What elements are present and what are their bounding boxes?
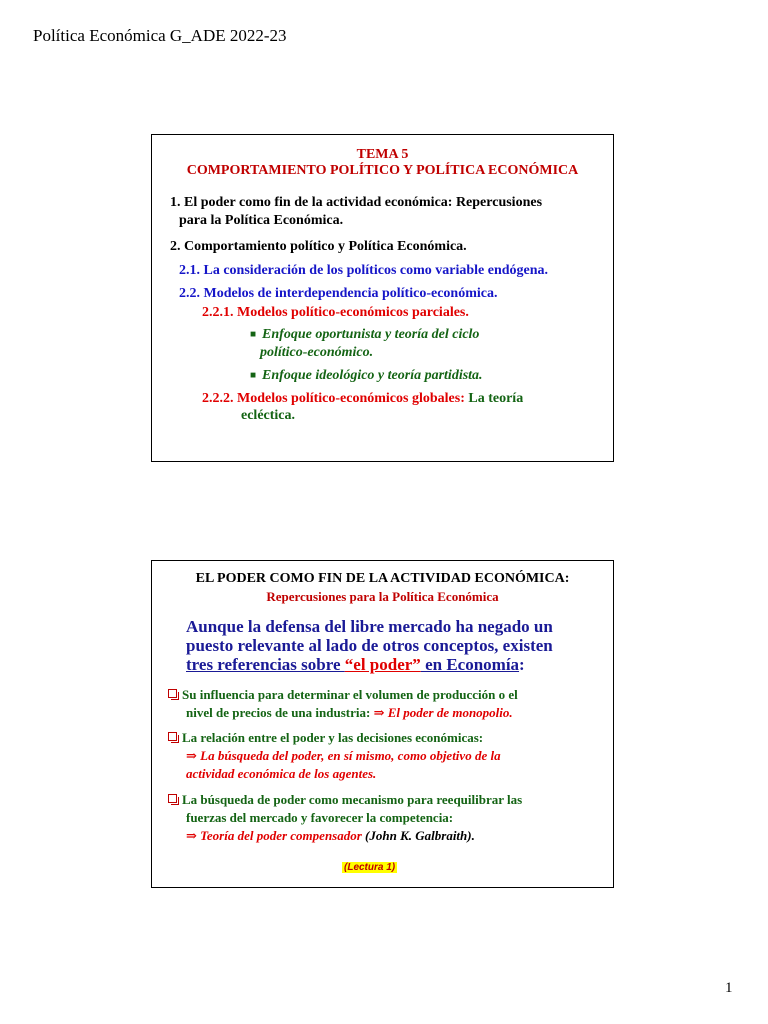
point-3-line1: La búsqueda de poder como mecanismo para reequilibrar las <box>168 792 522 808</box>
slide-subtitle: Repercusiones para la Política Económica <box>266 589 499 604</box>
checkbox-bullet-icon <box>168 732 177 741</box>
outline-item-2-2-2-line2: ecléctica. <box>241 408 296 423</box>
slide-title: COMPORTAMIENTO POLÍTICO Y POLÍTICA ECONÓMICA <box>186 163 579 178</box>
square-bullet-icon: ■ <box>250 329 257 340</box>
point-1-line1: Su influencia para determinar el volumen de producción o el <box>168 687 518 703</box>
intro-line-2: puesto relevante al lado de otros conceptos, existen <box>186 636 553 655</box>
intro-line-1: Aunque la defensa del libre mercado ha negado un <box>186 617 553 636</box>
point-2-line1: La relación entre el poder y las decisiones económicas: <box>168 730 483 746</box>
outline-item-1-line2: para la Política Económica. <box>179 213 344 228</box>
outline-bullet-1-line2: político-económico. <box>260 345 374 360</box>
checkbox-bullet-icon <box>168 794 177 803</box>
lectura-reference: (Lectura 1) <box>344 862 396 873</box>
checkbox-bullet-icon <box>168 689 177 698</box>
square-bullet-icon: ■ <box>250 370 257 381</box>
slide-tema-label: TEMA 5 <box>356 147 409 162</box>
outline-bullet-1-line1: ■ Enfoque oportunista y teoría del ciclo <box>250 327 480 342</box>
page-number: 1 <box>725 980 733 996</box>
outline-item-1-line1: 1. El poder como fin de la actividad económica: Repercusiones <box>170 195 543 210</box>
outline-item-2-1: 2.1. La consideración de los políticos como variable endógena. <box>179 263 549 278</box>
point-1-line2: nivel de precios de una industria: ⇒ El poder de monopolio. <box>186 705 513 720</box>
slide-el-poder <box>151 560 614 888</box>
point-2-line2: ⇒ La búsqueda del poder, en sí mismo, como objetivo de la <box>186 748 501 763</box>
outline-item-2-2-1: 2.2.1. Modelos político-económicos parciales. <box>202 305 469 320</box>
slide-tema-5 <box>151 134 614 462</box>
intro-line-3: tres referencias sobre “el poder” en Economía: <box>186 655 525 674</box>
outline-item-2-2-2: 2.2.2. Modelos político-económicos globales: La teoría <box>202 391 524 406</box>
outline-bullet-2: ■ Enfoque ideológico y teoría partidista. <box>250 368 483 383</box>
point-3-line2: fuerzas del mercado y favorecer la competencia: <box>186 810 454 825</box>
outline-item-2-2: 2.2. Modelos de interdependencia político-económica. <box>179 286 498 301</box>
outline-item-2: 2. Comportamiento político y Política Económica. <box>170 239 467 254</box>
point-2-line3: actividad económica de los agentes. <box>186 766 377 781</box>
point-3-line3: ⇒ Teoría del poder compensador (John K. Galbraith). <box>186 828 475 843</box>
page-header-title: Política Económica G_ADE 2022-23 <box>33 26 287 45</box>
slide-title: EL PODER COMO FIN DE LA ACTIVIDAD ECONÓMICA: <box>195 571 570 586</box>
